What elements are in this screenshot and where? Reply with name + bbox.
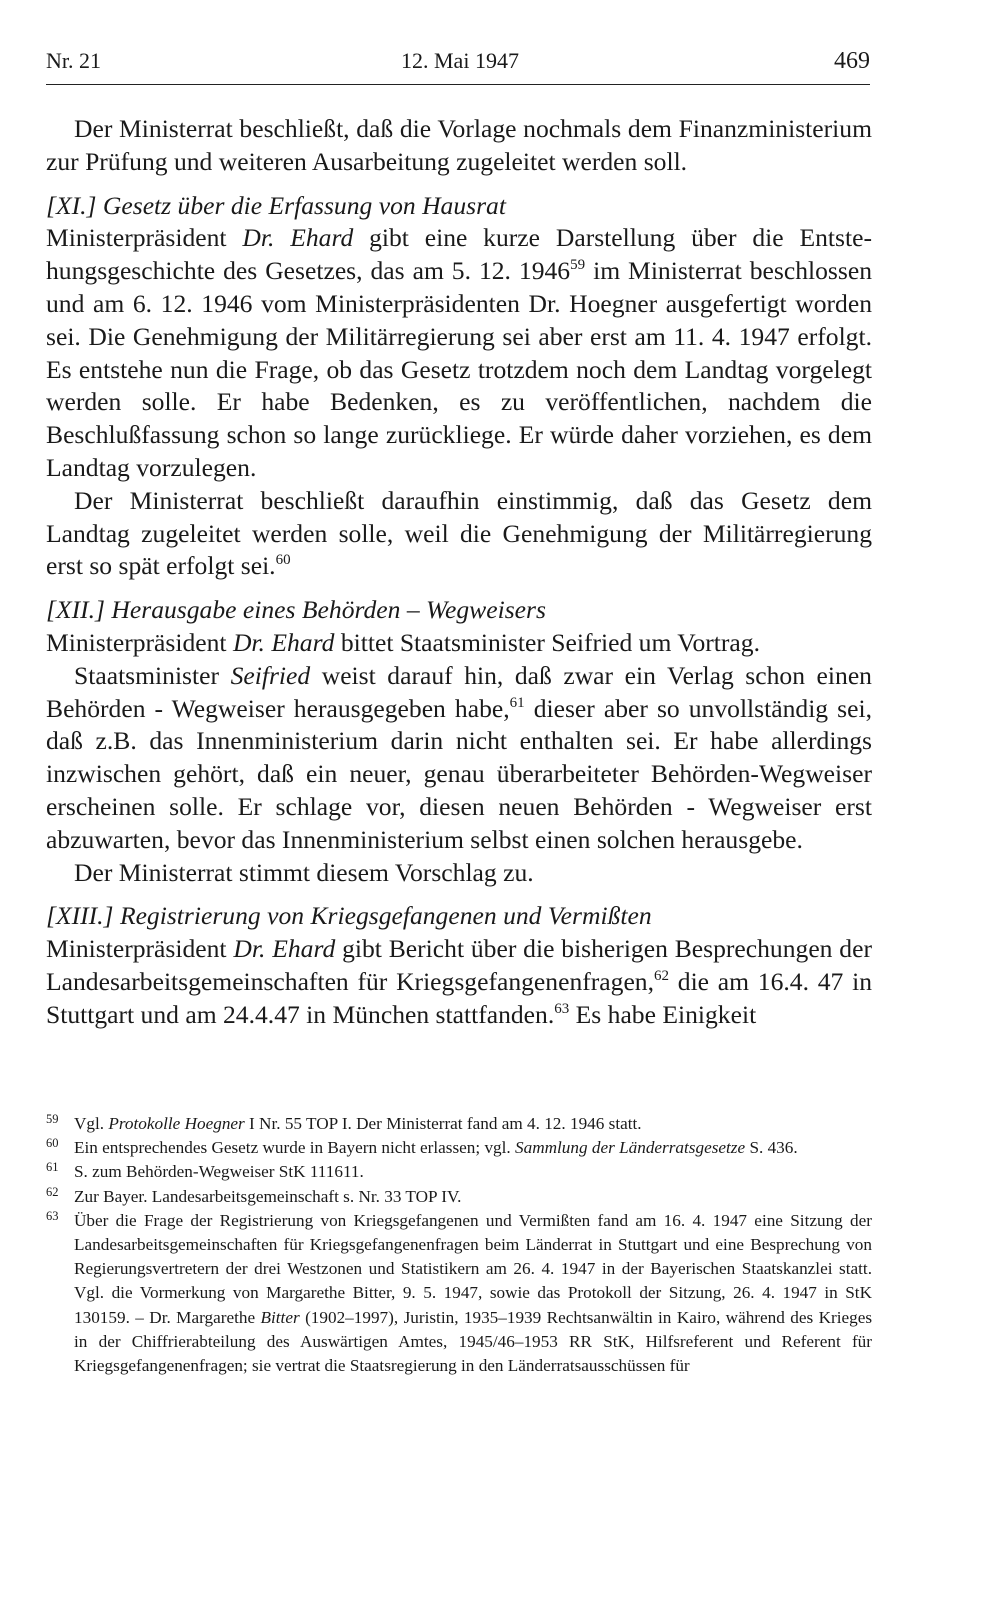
paragraph: Der Ministerrat beschließt, daß die Vorlage nochmals dem Finanzministerium zur Prüfung und weiteren Ausarbeitung zugeleitet werden soll. [46,114,872,176]
text-run: Über die Frage der Registrierung von Kriegsgefangenen und Vermißten fand am 16. 4. 1947 eine Sitzung der Landesarbeitsgemeinschaften für Kriegsgefangenenfragen beim Länderrat in Stuttgart und eine Besprechung von Regierungsvertretern der drei Westzonen und Statistikern am 26. 4. 1947 in der Bayerischen Staatskanzlei statt. Vgl. die Vormerkung von Margarethe Bitter, 9. 5. 1947, sowie das Protokoll der Sitzung, 26. 4. 1947 in StK 130159. – Dr. Margarethe [74,1210,872,1327]
text-run: S. zum Behörden-Wegweiser StK 111611. [74,1162,364,1182]
section-heading [46,900,872,933]
document-number: Nr. 21 [46,48,101,73]
text-run: S. 436. [749,1138,798,1158]
text-run: die am 16.4. 47 in Stuttgart und am 24.4.47 in München stattfanden. [46,966,872,1029]
section-heading [46,190,872,223]
section-title: Registrierung von Kriegsgefangenen und Vermißten [119,901,652,931]
paragraph [46,660,872,857]
running-header [46,48,870,85]
text-run: Vgl. [74,1114,105,1133]
person-name: Ehard [272,934,336,964]
footnote-61 [46,1160,872,1184]
section-number: [XI.] [46,190,97,220]
person-name: Bitter [260,1307,300,1327]
person-title: Dr. [242,223,275,253]
person-title: Dr. [232,627,265,657]
section-title: Gesetz über die Erfassung von Hausrat [102,190,506,220]
paragraph [46,627,872,660]
footnote-number: 59 [46,1112,59,1126]
footnote-number: 62 [46,1184,59,1199]
text-run: Ministerpräsident [46,934,227,964]
section-number: [XII.] [46,595,105,625]
text-run: Es habe Einigkeit [575,999,757,1029]
footnote-63 [46,1209,872,1378]
section-title: Herausgabe eines Behörden – Wegweisers [111,595,546,625]
person-title: Dr. [233,934,266,964]
footnote-ref: 61 [509,694,525,711]
text-run: bittet Staatsminister Seifried um Vortrag. [340,627,760,657]
text-run: gibt Bericht über die bisherigen Besprechungen der Landesarbeitsgemeinschaften für Kriegsgefangenenfragen, [46,934,872,996]
text-run: Der Ministerrat beschließt daraufhin einstimmig, daß das Gesetz dem Landtag zugeleitet werden solle, weil die Genehmigung der Militärregierung erst so spät erfolgt sei. [46,485,872,581]
footnote-ref: 59 [570,257,586,274]
footnote-number: 63 [46,1208,59,1223]
person-name: Ehard [271,627,335,657]
footnote-62 [46,1185,872,1209]
text-run: gibt eine kurze Darstellung über die Entstehungsgeschichte des Gesetzes, das am 5. 12. 1946 [46,223,872,286]
text-run: Zur Bayer. Landesarbeitsgemeinschaft s. Nr. 33 TOP IV. [74,1186,462,1206]
header-date: 12. Mai 1947 [401,48,519,73]
text-run: weist darauf hin, daß zwar ein Verlag schon einen Behörden - Wegweiser herausgegeben habe, [46,660,872,723]
text-run: Ministerpräsident [46,223,227,253]
text-run: Ministerpräsident [46,627,227,657]
footnote-ref: 63 [554,1000,570,1017]
person-name: Ehard [290,223,354,253]
citation-title: Sammlung der Länderratsgesetze [515,1138,746,1158]
text-run: I Nr. 55 TOP I. Der Ministerrat fand am 4. 12. 1946 statt. [249,1114,642,1133]
text-run: im Ministerrat beschlossen und am 6. 12. 1946 vom Ministerpräsidenten Dr. Hoegner ausgefertigt worden sei. Die Genehmigung der Militärregierung sei aber erst am 11. 4. 1947 erfolgt. Es entstehe nun die Frage, ob das Gesetz trotzdem noch dem Landtag vorgelegt werden solle. Er habe Bedenken, es zu veröffentlichen, nachdem die Beschlußfassung schon so lange zurückliege. Er würde daher vorziehen, es dem Landtag vorzulegen. [46,256,872,482]
text-run: (1902–1997), Juristin, 1935–1939 Rechtsanwältin in Kairo, während des Krieges in der Chiffrierabteilung des Auswärtigen Amtes, 1945/46–1953 RR StK, Hilfsreferent und Referent für Kriegsgefangenenfragen; sie vertrat die Staatsregierung in den Länderratsausschüssen für [74,1307,873,1376]
section-heading [46,594,872,627]
citation-title: Protokolle Hoegner [108,1114,245,1133]
person-name: Seifried [230,660,311,690]
paragraph [46,222,872,484]
text-run: dieser aber so unvollständig sei, daß z.B. das Innenministerium darin nicht enthalten sei. Er habe allerdings inzwischen gehört, daß ein neuer, genau überarbeiteter Behörden-Wegweiser erscheinen solle. Er schlage vor, diesen neuen Behörden - Wegweiser erst abzuwarten, bevor das Innenministerium selbst einen solchen herausgebe. [46,693,872,854]
footnote-number: 61 [46,1160,59,1175]
page-number: 469 [834,48,870,74]
footnote-59 [46,1112,872,1136]
footnote-ref: 60 [275,552,291,569]
main-text [46,113,872,1032]
footnote-60 [46,1136,872,1160]
text-run: Staatsminister [74,660,220,690]
paragraph [46,933,872,1031]
footnote-ref: 62 [654,967,670,984]
footnotes [46,1112,872,1378]
paragraph: Der Ministerrat stimmt diesem Vorschlag zu. [74,857,534,887]
text-run: Ein entsprechendes Gesetz wurde in Bayern nicht erlassen; vgl. [74,1138,511,1158]
footnote-number: 60 [46,1136,59,1151]
section-number: [XIII.] [46,901,114,931]
paragraph [46,485,872,583]
